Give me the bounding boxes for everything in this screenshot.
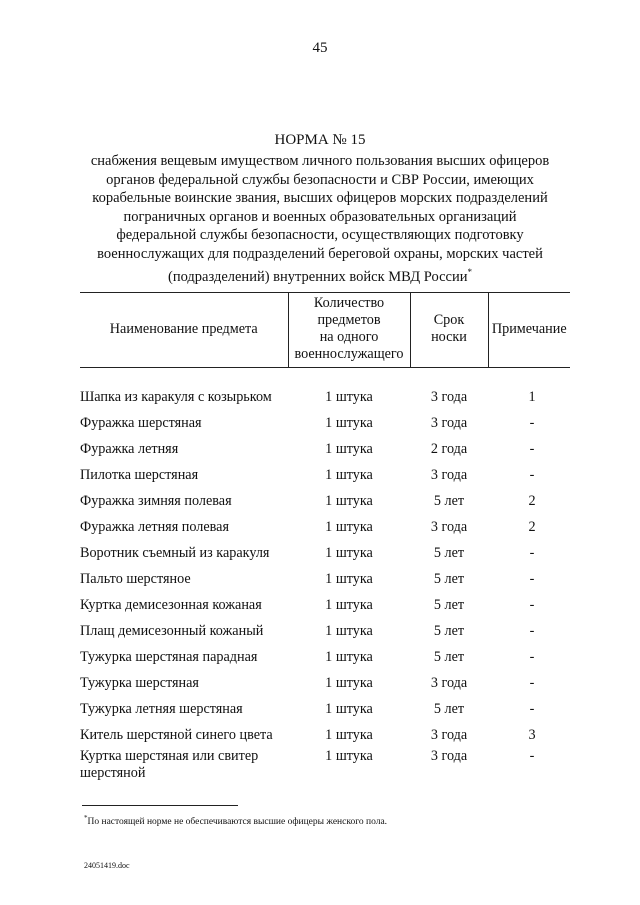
item-note: - xyxy=(529,570,535,587)
norm-title: НОРМА № 15 xyxy=(274,132,366,148)
item-term: 3 года xyxy=(430,748,468,764)
item-name: Куртка демисезонная кожаная xyxy=(80,596,262,613)
table-row xyxy=(80,644,570,670)
subtitle-line: федеральной службы безопасности, осуществляющих подготовку xyxy=(116,227,524,243)
footnote-divider xyxy=(82,805,238,806)
item-quantity: 1 штука xyxy=(325,748,373,764)
table-row xyxy=(80,410,570,436)
item-term: 3 года xyxy=(430,518,468,535)
footnote xyxy=(84,814,387,827)
table-row xyxy=(80,670,570,696)
item-term: 5 лет xyxy=(433,622,465,639)
table-header-row xyxy=(80,293,570,368)
item-quantity: 1 штука xyxy=(325,414,373,431)
table-row xyxy=(80,592,570,618)
table-row xyxy=(80,540,570,566)
item-quantity: 1 штука xyxy=(325,596,373,613)
header-item-name: Наименование предмета xyxy=(80,293,288,368)
table-row xyxy=(80,618,570,644)
table-row xyxy=(80,436,570,462)
item-term: 5 лет xyxy=(433,492,465,509)
item-quantity: 1 штука xyxy=(325,674,373,691)
item-name: Тужурка летняя шерстяная xyxy=(80,700,243,717)
table-row xyxy=(80,748,570,782)
item-term: 5 лет xyxy=(433,648,465,665)
item-quantity: 1 штука xyxy=(325,570,373,587)
item-quantity: 1 штука xyxy=(325,726,373,743)
item-term: 5 лет xyxy=(433,700,465,717)
item-note: 2 xyxy=(528,492,536,509)
table-row xyxy=(80,696,570,722)
item-term: 5 лет xyxy=(433,544,465,561)
item-note: - xyxy=(529,674,535,691)
subtitle-line: органов федеральной службы безопасности и СВР России, имеющих xyxy=(106,171,534,188)
item-note: - xyxy=(529,648,535,665)
table-row xyxy=(80,514,570,540)
item-note: 3 xyxy=(528,726,536,743)
footnote-text: По настоящей норме не обеспечиваются высшие офицеры женского пола. xyxy=(87,817,388,828)
item-note: 2 xyxy=(528,518,536,535)
header-quantity-line: военнослужащего xyxy=(294,346,404,362)
table-row xyxy=(80,462,570,488)
item-note: - xyxy=(529,440,535,457)
item-quantity: 1 штука xyxy=(325,648,373,665)
subtitle-line: снабжения вещевым имуществом личного пользования высших офицеров xyxy=(90,153,550,169)
subtitle-line-last xyxy=(70,263,570,286)
table-row xyxy=(80,368,570,411)
supply-table xyxy=(80,292,570,782)
header-note: Примечание xyxy=(488,293,570,368)
item-name: Пальто шерстяное xyxy=(80,570,191,587)
supply-table-container xyxy=(80,292,570,782)
item-name: Пилотка шерстяная xyxy=(80,466,199,483)
item-term: 3 года xyxy=(430,726,468,743)
item-note: - xyxy=(529,748,535,764)
item-quantity: 1 штука xyxy=(325,388,373,405)
header-term xyxy=(410,293,488,368)
item-quantity: 1 штука xyxy=(325,440,373,457)
header-quantity xyxy=(288,293,410,368)
subtitle-line-text: (подразделений) внутренних войск МВД России xyxy=(168,268,468,285)
item-term: 2 года xyxy=(430,440,468,457)
item-term: 5 лет xyxy=(433,596,465,613)
item-name: Шапка из каракуля с козырьком xyxy=(80,388,272,405)
item-name: Фуражка летняя xyxy=(80,440,179,457)
document-id: 24051419.doc xyxy=(84,861,130,870)
subtitle-line: корабельные воинские звания, высших офицеров морских подразделений xyxy=(92,190,548,206)
header-quantity-line: Количество xyxy=(313,295,385,311)
item-name: Плащ демисезонный кожаный xyxy=(80,622,264,639)
footnote-mark: * xyxy=(84,814,88,822)
table-row xyxy=(80,566,570,592)
item-quantity: 1 штука xyxy=(325,518,373,535)
item-quantity: 1 штука xyxy=(325,544,373,561)
item-name-line: шерстяной xyxy=(80,765,146,781)
item-note: 1 xyxy=(528,388,536,405)
item-name: Китель шерстяной синего цвета xyxy=(80,726,273,743)
item-quantity: 1 штука xyxy=(325,622,373,639)
item-term: 3 года xyxy=(430,388,468,405)
item-name: Фуражка шерстяная xyxy=(80,414,202,431)
footnote-reference: * xyxy=(467,267,472,277)
item-quantity: 1 штука xyxy=(325,492,373,509)
item-name: Фуражка зимняя полевая xyxy=(80,492,232,509)
table-row xyxy=(80,722,570,748)
item-quantity: 1 штука xyxy=(325,466,373,483)
subtitle-line: пограничных органов и военных образовательных организаций xyxy=(123,208,517,225)
item-note: - xyxy=(529,622,535,639)
item-name-line: Куртка шерстяная или свитер xyxy=(80,748,259,764)
item-note: - xyxy=(529,596,535,613)
item-term: 3 года xyxy=(430,674,468,691)
header-quantity-line: на одного xyxy=(319,329,379,345)
item-note: - xyxy=(529,544,535,561)
norm-subtitle xyxy=(70,152,570,286)
page-number: 45 xyxy=(312,40,328,56)
item-quantity: 1 штука xyxy=(325,700,373,717)
item-name: Тужурка шерстяная xyxy=(80,674,199,691)
subtitle-line: военнослужащих для подразделений береговой охраны, морских частей xyxy=(97,245,543,262)
item-note: - xyxy=(529,700,535,717)
header-term-line: носки xyxy=(431,329,467,345)
item-name: Тужурка шерстяная парадная xyxy=(80,648,258,665)
header-term-line: Срок xyxy=(433,312,465,328)
item-term: 3 года xyxy=(430,414,468,431)
item-note: - xyxy=(529,466,535,483)
item-note: - xyxy=(529,414,535,431)
item-term: 5 лет xyxy=(433,570,465,587)
header-quantity-line: предметов xyxy=(317,312,381,328)
item-name: Фуражка летняя полевая xyxy=(80,518,229,535)
item-name xyxy=(80,748,288,782)
item-term: 3 года xyxy=(430,466,468,483)
table-row xyxy=(80,488,570,514)
item-name: Воротник съемный из каракуля xyxy=(80,544,270,561)
